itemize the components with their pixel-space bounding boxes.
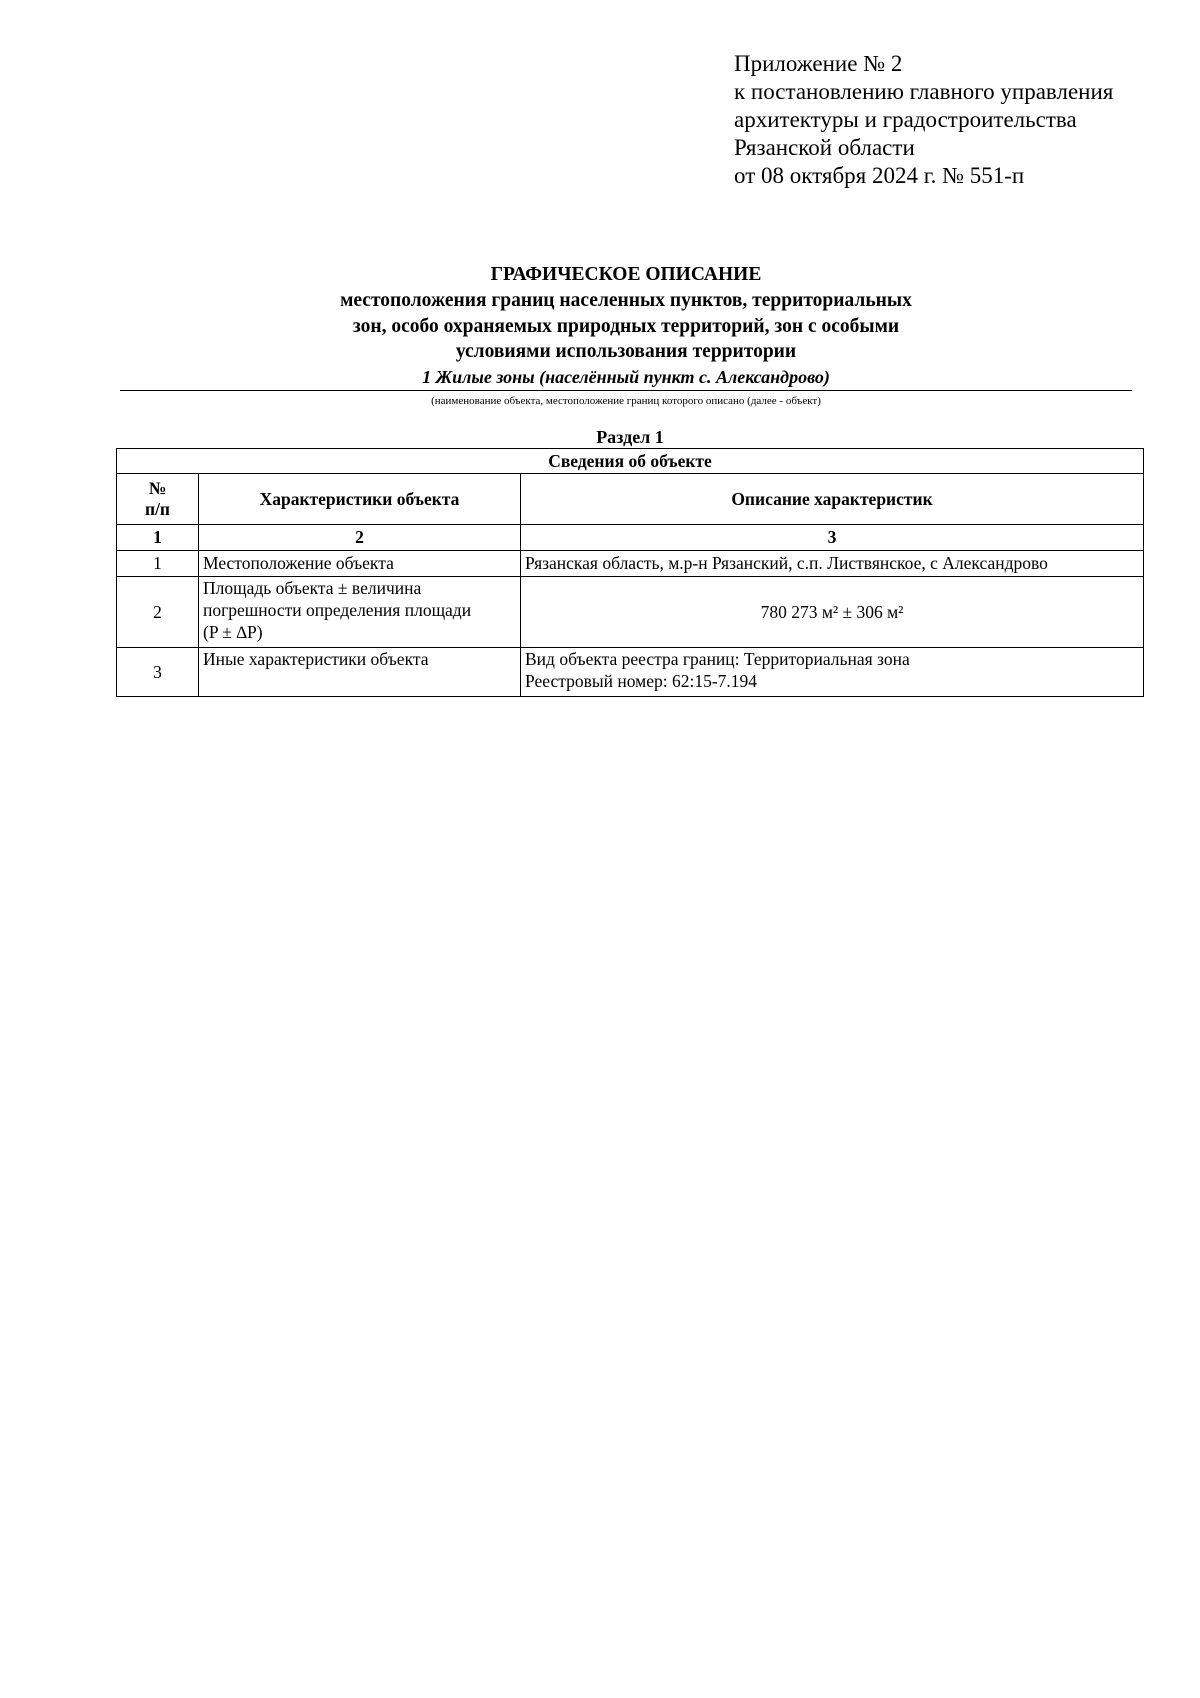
object-name-caption: (наименование объекта, местоположение границ которого описано (далее - объект) <box>431 394 821 407</box>
row-characteristic <box>199 577 521 648</box>
appendix-header <box>734 50 1113 190</box>
row-characteristic: Иные характеристики объекта <box>199 648 521 697</box>
description-line: Реестровый номер: 62:15-7.194 <box>525 671 758 691</box>
header-number: № п/п <box>117 474 199 525</box>
characteristic-line: Площадь объекта ± величина <box>203 578 422 598</box>
table-header-row <box>117 474 1144 525</box>
document-title-block <box>120 262 1132 408</box>
table-row <box>117 648 1144 697</box>
document-subtitle-line: местоположения границ населенных пунктов, территориальных <box>340 290 912 311</box>
column-number: 2 <box>199 525 521 551</box>
column-number: 3 <box>521 525 1144 551</box>
table-row <box>117 551 1144 577</box>
column-numbers-row <box>117 525 1144 551</box>
document-subtitle-line: условиями использования территории <box>455 341 797 362</box>
column-number: 1 <box>117 525 199 551</box>
header-characteristic: Характеристики объекта <box>199 474 521 525</box>
appendix-line: к постановлению главного управления <box>734 79 1114 104</box>
object-info-table <box>116 448 1144 697</box>
characteristic-line: (P ± ∆P) <box>203 622 263 642</box>
document-title: ГРАФИЧЕСКОЕ ОПИСАНИЕ <box>490 264 762 285</box>
appendix-line: Приложение № 2 <box>734 51 903 76</box>
row-number: 3 <box>117 648 199 697</box>
table-caption-row <box>117 449 1144 474</box>
row-description: 780 273 м² ± 306 м² <box>521 577 1144 648</box>
row-number: 2 <box>117 577 199 648</box>
appendix-line: архитектуры и градостроительства <box>734 107 1077 132</box>
section-title: Раздел 1 <box>596 427 664 447</box>
row-characteristic: Местоположение объекта <box>199 551 521 577</box>
object-name: 1 Жилые зоны (населённый пункт с. Александрово) <box>120 365 1132 391</box>
description-line: Вид объекта реестра границ: Территориальная зона <box>525 649 910 669</box>
appendix-line: Рязанской области <box>734 135 915 160</box>
row-description: Рязанская область, м.р-н Рязанский, с.п. Листвянское, с Александрово <box>521 551 1144 577</box>
appendix-date-number: от 08 октября 2024 г. № 551-п <box>734 163 1025 188</box>
table-caption: Сведения об объекте <box>117 449 1144 474</box>
table-row <box>117 577 1144 648</box>
characteristic-line: погрешности определения площади <box>203 600 472 620</box>
row-description <box>521 648 1144 697</box>
row-number: 1 <box>117 551 199 577</box>
header-description: Описание характеристик <box>521 474 1144 525</box>
document-subtitle-line: зон, особо охраняемых природных территорий, зон с особыми <box>352 315 900 337</box>
